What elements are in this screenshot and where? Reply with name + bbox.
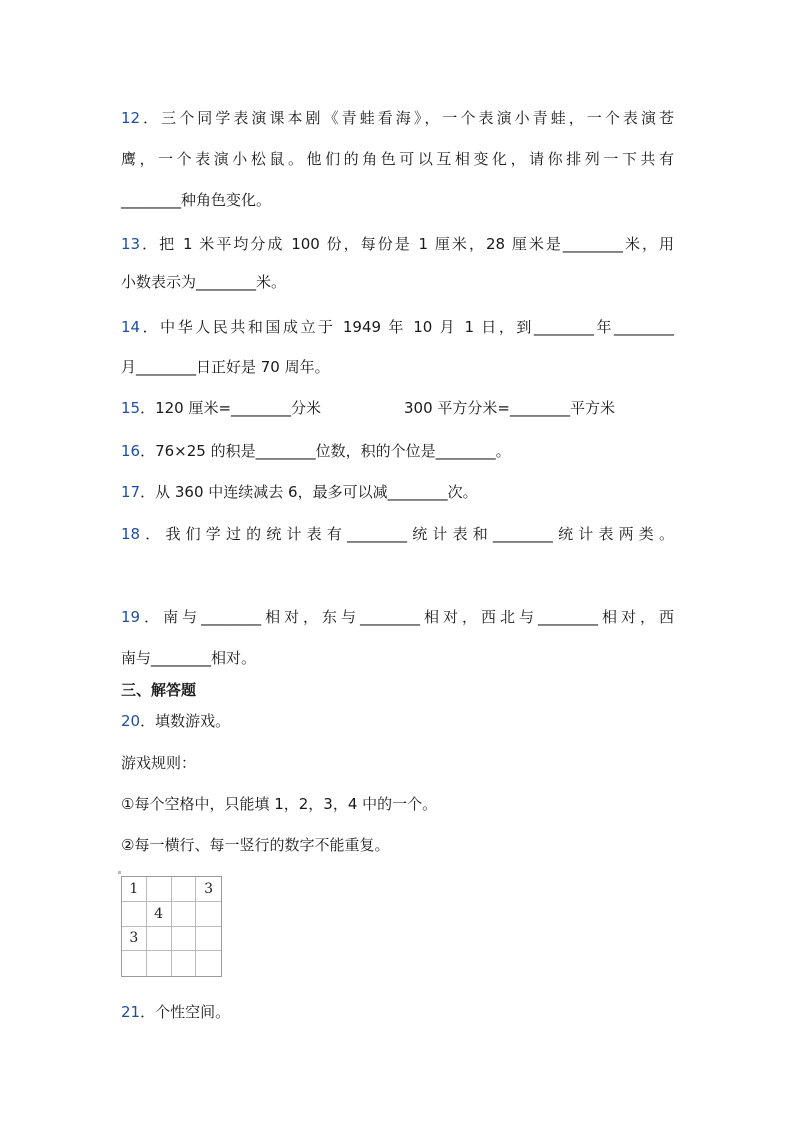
grid-cell — [147, 951, 172, 976]
question-number: 16 — [121, 442, 141, 460]
question-text: ．南与________相对，东与________相对，西北与________相对，西 — [140, 608, 674, 626]
q12-line3 — [121, 189, 271, 211]
q15-line-right — [404, 397, 615, 419]
grid-cell — [172, 877, 197, 902]
question-text: ．我们学过的统计表有________统计表和________统计表两类。 — [140, 525, 674, 543]
question-number: 15 — [121, 399, 141, 417]
number-puzzle-grid — [121, 876, 222, 977]
grid-cell — [196, 902, 221, 927]
q13-line1 — [121, 233, 674, 255]
grid-cell — [147, 927, 172, 952]
question-text: ①每个空格中，只能填 1，2，3，4 中的一个。 — [121, 795, 438, 813]
question-text: ．三个同学表演课本剧《青蛙看海》，一个表演小青蛙，一个表演苍 — [140, 109, 674, 127]
question-number: 13 — [121, 235, 141, 253]
question-text: 游戏规则： — [121, 754, 197, 772]
q20-rules-title — [121, 752, 196, 774]
question-text: 300 平方分米=________平方米 — [404, 399, 615, 417]
question-text: ．填数游戏。 — [140, 712, 231, 730]
q15-line-left — [121, 397, 321, 419]
q20-line — [121, 710, 230, 732]
grid-cell — [196, 927, 221, 952]
question-number: 18 — [121, 525, 141, 543]
q20-rule-1 — [121, 793, 437, 815]
grid-cell: 3 — [196, 877, 221, 902]
question-text: 月________日正好是 70 周年。 — [121, 358, 330, 376]
grid-cell: 1 — [122, 877, 147, 902]
q21-line — [121, 1001, 230, 1023]
question-text: ②每一横行、每一竖行的数字不能重复。 — [121, 836, 390, 854]
grid-cell — [147, 877, 172, 902]
question-text: ________种角色变化。 — [121, 191, 272, 209]
q14-line2 — [121, 356, 330, 378]
q20-rule-2 — [121, 834, 389, 856]
q13-line2 — [121, 271, 286, 293]
question-text: ．中华人民共和国成立于 1949 年 10 月 1 日，到________年________ — [140, 318, 674, 336]
q14-line1 — [121, 316, 674, 338]
grid-cell — [122, 902, 147, 927]
q18-line — [121, 523, 674, 545]
q16-line — [121, 440, 511, 462]
question-number: 12 — [121, 109, 141, 127]
question-text: 鹰，一个表演小松鼠。他们的角色可以互相变化，请你排列一下共有 — [121, 150, 674, 168]
q12-line1 — [121, 107, 674, 129]
question-number: 17 — [121, 483, 141, 501]
grid-cell: 4 — [147, 902, 172, 927]
q17-line — [121, 481, 478, 503]
question-number: 14 — [121, 318, 141, 336]
question-text: ．从 360 中连续减去 6，最多可以减________次。 — [140, 483, 478, 501]
question-text: ．120 厘米=________分米 — [140, 399, 322, 417]
grid-cell — [122, 951, 147, 976]
grid-cell — [172, 951, 197, 976]
q19-line2 — [121, 647, 256, 669]
question-text: ．76×25 的积是________位数，积的个位是________。 — [140, 442, 511, 460]
section-heading-text: 三、解答题 — [121, 681, 197, 699]
grid-cell — [172, 902, 197, 927]
grid-corner-mark — [118, 871, 121, 874]
q12-line2 — [121, 148, 674, 170]
grid-cell — [172, 927, 197, 952]
question-text: 小数表示为________米。 — [121, 273, 287, 291]
question-number: 21 — [121, 1003, 141, 1021]
grid-cell: 3 — [122, 927, 147, 952]
question-text: 南与________相对。 — [121, 649, 257, 667]
section-heading — [121, 679, 196, 701]
question-number: 20 — [121, 712, 141, 730]
grid-cell — [196, 951, 221, 976]
question-text: ．个性空间。 — [140, 1003, 231, 1021]
question-text: ．把 1 米平均分成 100 份，每份是 1 厘米，28 厘米是________米，用 — [140, 235, 674, 253]
q19-line1 — [121, 606, 674, 628]
question-number: 19 — [121, 608, 141, 626]
